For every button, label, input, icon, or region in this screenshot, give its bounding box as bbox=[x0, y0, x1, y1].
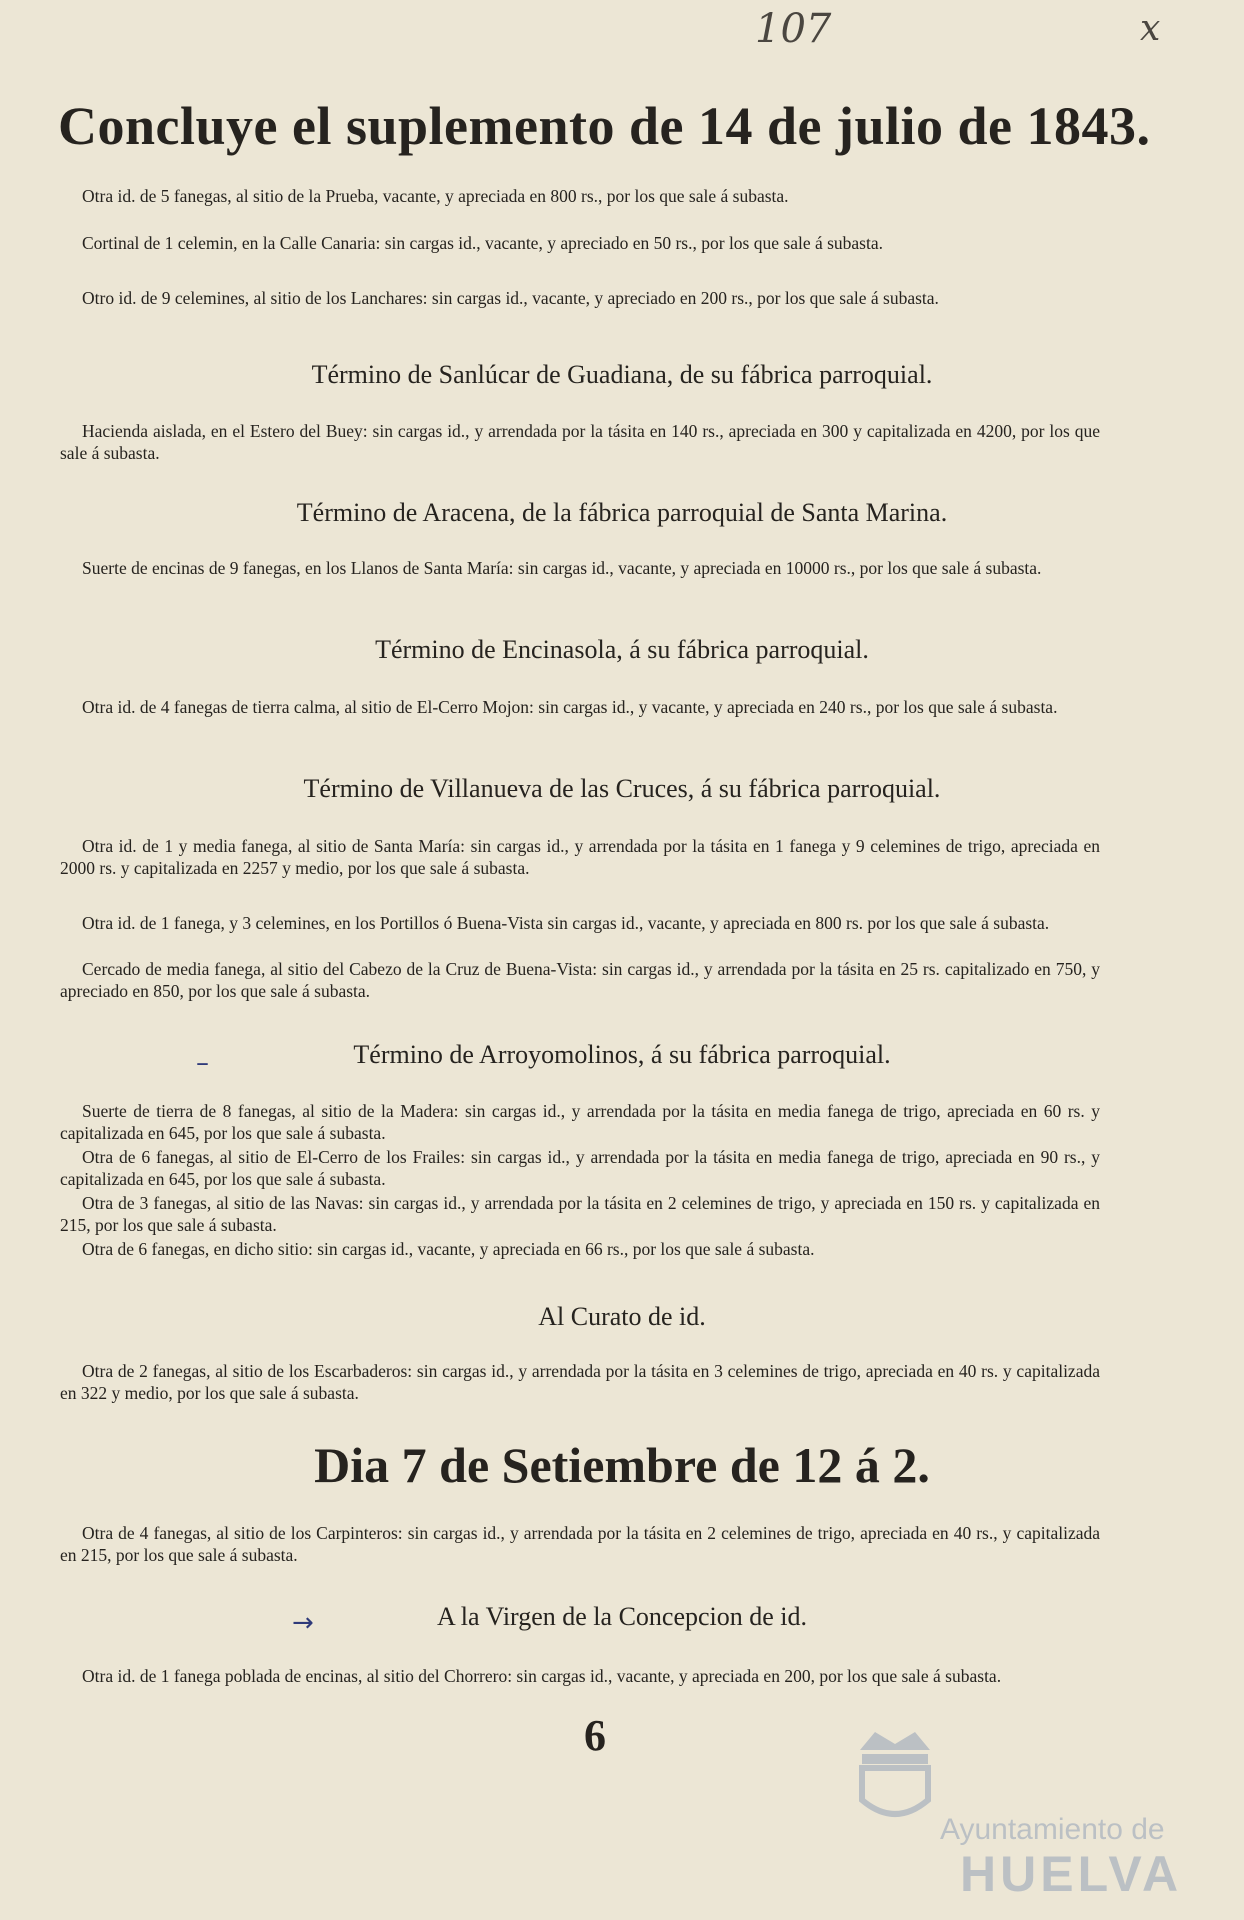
handwritten-folio: 107 bbox=[755, 6, 832, 52]
paragraph: Otra de 6 fanegas, en dicho sitio: sin cargas id., vacante, y apreciada en 66 rs., por los que sale á subasta. bbox=[82, 1239, 815, 1259]
section-heading: Término de Villanueva de las Cruces, á su fábrica parroquial. bbox=[303, 774, 941, 803]
paragraph: Otra de 2 fanegas, al sitio de los Escarbaderos: sin cargas id., y arrendada por la tásita en 3 celemines de trigo, apreciada en 40 rs. y capitalizada en 322 y medio, por los que sale á subasta. bbox=[60, 1361, 1100, 1403]
margin-arrow-icon: → bbox=[292, 1608, 314, 1638]
margin-dash-mark: – bbox=[196, 1048, 209, 1078]
section-heading: Término de Encinasola, á su fábrica parroquial. bbox=[375, 635, 869, 664]
paragraph: Otra de 3 fanegas, al sitio de las Navas: sin cargas id., y arrendada por la tásita en 2 celemines de trigo, y apreciada en 150 rs. y capitalizada en 215, por los que sale á subasta. bbox=[60, 1193, 1100, 1235]
paragraph: Cortinal de 1 celemin, en la Calle Canaria: sin cargas id., vacante, y apreciado en 50 rs., por los que sale á subasta. bbox=[82, 233, 884, 253]
page-number: 6 bbox=[584, 1711, 606, 1760]
paragraph: Otra id. de 1 fanega, y 3 celemines, en los Portillos ó Buena-Vista sin cargas id., vacante, y apreciada en 800 rs. por los que sale á subasta. bbox=[82, 913, 1050, 933]
paragraph: Otra id. de 1 y media fanega, al sitio de Santa María: sin cargas id., y arrendada por la tásita en 1 fanega y 9 celemines de trigo, apreciada en 2000 rs. y capitalizada en 2257 y medio, por los que sale á subasta. bbox=[60, 836, 1100, 878]
day-heading: Dia 7 de Setiembre de 12 á 2. bbox=[314, 1437, 930, 1493]
paragraph: Otra de 4 fanegas, al sitio de los Carpinteros: sin cargas id., y arrendada por la tásita en 2 celemines de trigo, apreciada en 40 rs., y capitalizada en 215, por los que sale á subasta. bbox=[60, 1523, 1100, 1565]
paragraph: Otro id. de 9 celemines, al sitio de los Lanchares: sin cargas id., vacante, y apreciado en 200 rs., por los que sale á subasta. bbox=[82, 288, 939, 308]
section-heading: Término de Arroyomolinos, á su fábrica parroquial. bbox=[353, 1040, 891, 1069]
paragraph: Suerte de encinas de 9 fanegas, en los Llanos de Santa María: sin cargas id., vacante, y apreciada en 10000 rs., por los que sale á subasta. bbox=[82, 558, 1042, 578]
section-heading: Al Curato de id. bbox=[538, 1302, 706, 1331]
paragraph: Otra id. de 4 fanegas de tierra calma, al sitio de El-Cerro Mojon: sin cargas id., y vacante, y apreciada en 240 rs., por los que sale á subasta. bbox=[82, 697, 1058, 717]
paragraph: Hacienda aislada, en el Estero del Buey: sin cargas id., y arrendada por la tásita en 140 rs., apreciada en 300 y capitalizada en 4200, por los que sale á subasta. bbox=[60, 421, 1100, 463]
crown-shield-icon bbox=[840, 1720, 950, 1830]
archive-watermark bbox=[820, 1720, 1190, 1900]
paragraph: Cercado de media fanega, al sitio del Cabezo de la Cruz de Buena-Vista: sin cargas id., y arrendada por la tásita en 25 rs. capitalizado en 750, y apreciado en 850, por los que sale á subasta. bbox=[60, 959, 1100, 1001]
section-heading: A la Virgen de la Concepcion de id. bbox=[436, 1602, 808, 1631]
watermark-line1: Ayuntamiento de bbox=[940, 1813, 1165, 1846]
handwritten-mark: x bbox=[1140, 8, 1161, 49]
paragraph: Otra de 6 fanegas, al sitio de El-Cerro de los Frailes: sin cargas id., y arrendada por la tásita en media fanega de trigo, apreciada en 90 rs., y capitalizada en 645, por los que sale á subasta. bbox=[60, 1147, 1100, 1189]
watermark-line2: HUELVA bbox=[960, 1846, 1183, 1902]
paragraph: Otra id. de 5 fanegas, al sitio de la Prueba, vacante, y apreciada en 800 rs., por los que sale á subasta. bbox=[82, 186, 789, 206]
paragraph: Suerte de tierra de 8 fanegas, al sitio de la Madera: sin cargas id., y arrendada por la tásita en media fanega de trigo, apreciada en 60 rs. y capitalizada en 645, por los que sale á subasta. bbox=[60, 1101, 1100, 1143]
section-heading: Término de Aracena, de la fábrica parroquial de Santa Marina. bbox=[296, 498, 948, 527]
paragraph: Otra id. de 1 fanega poblada de encinas, al sitio del Chorrero: sin cargas id., vacante, y apreciada en 200, por los que sale á subasta. bbox=[82, 1666, 1002, 1686]
section-heading: Término de Sanlúcar de Guadiana, de su fábrica parroquial. bbox=[311, 360, 933, 389]
document-title: Concluye el suplemento de 14 de julio de 1843. bbox=[58, 96, 1151, 156]
